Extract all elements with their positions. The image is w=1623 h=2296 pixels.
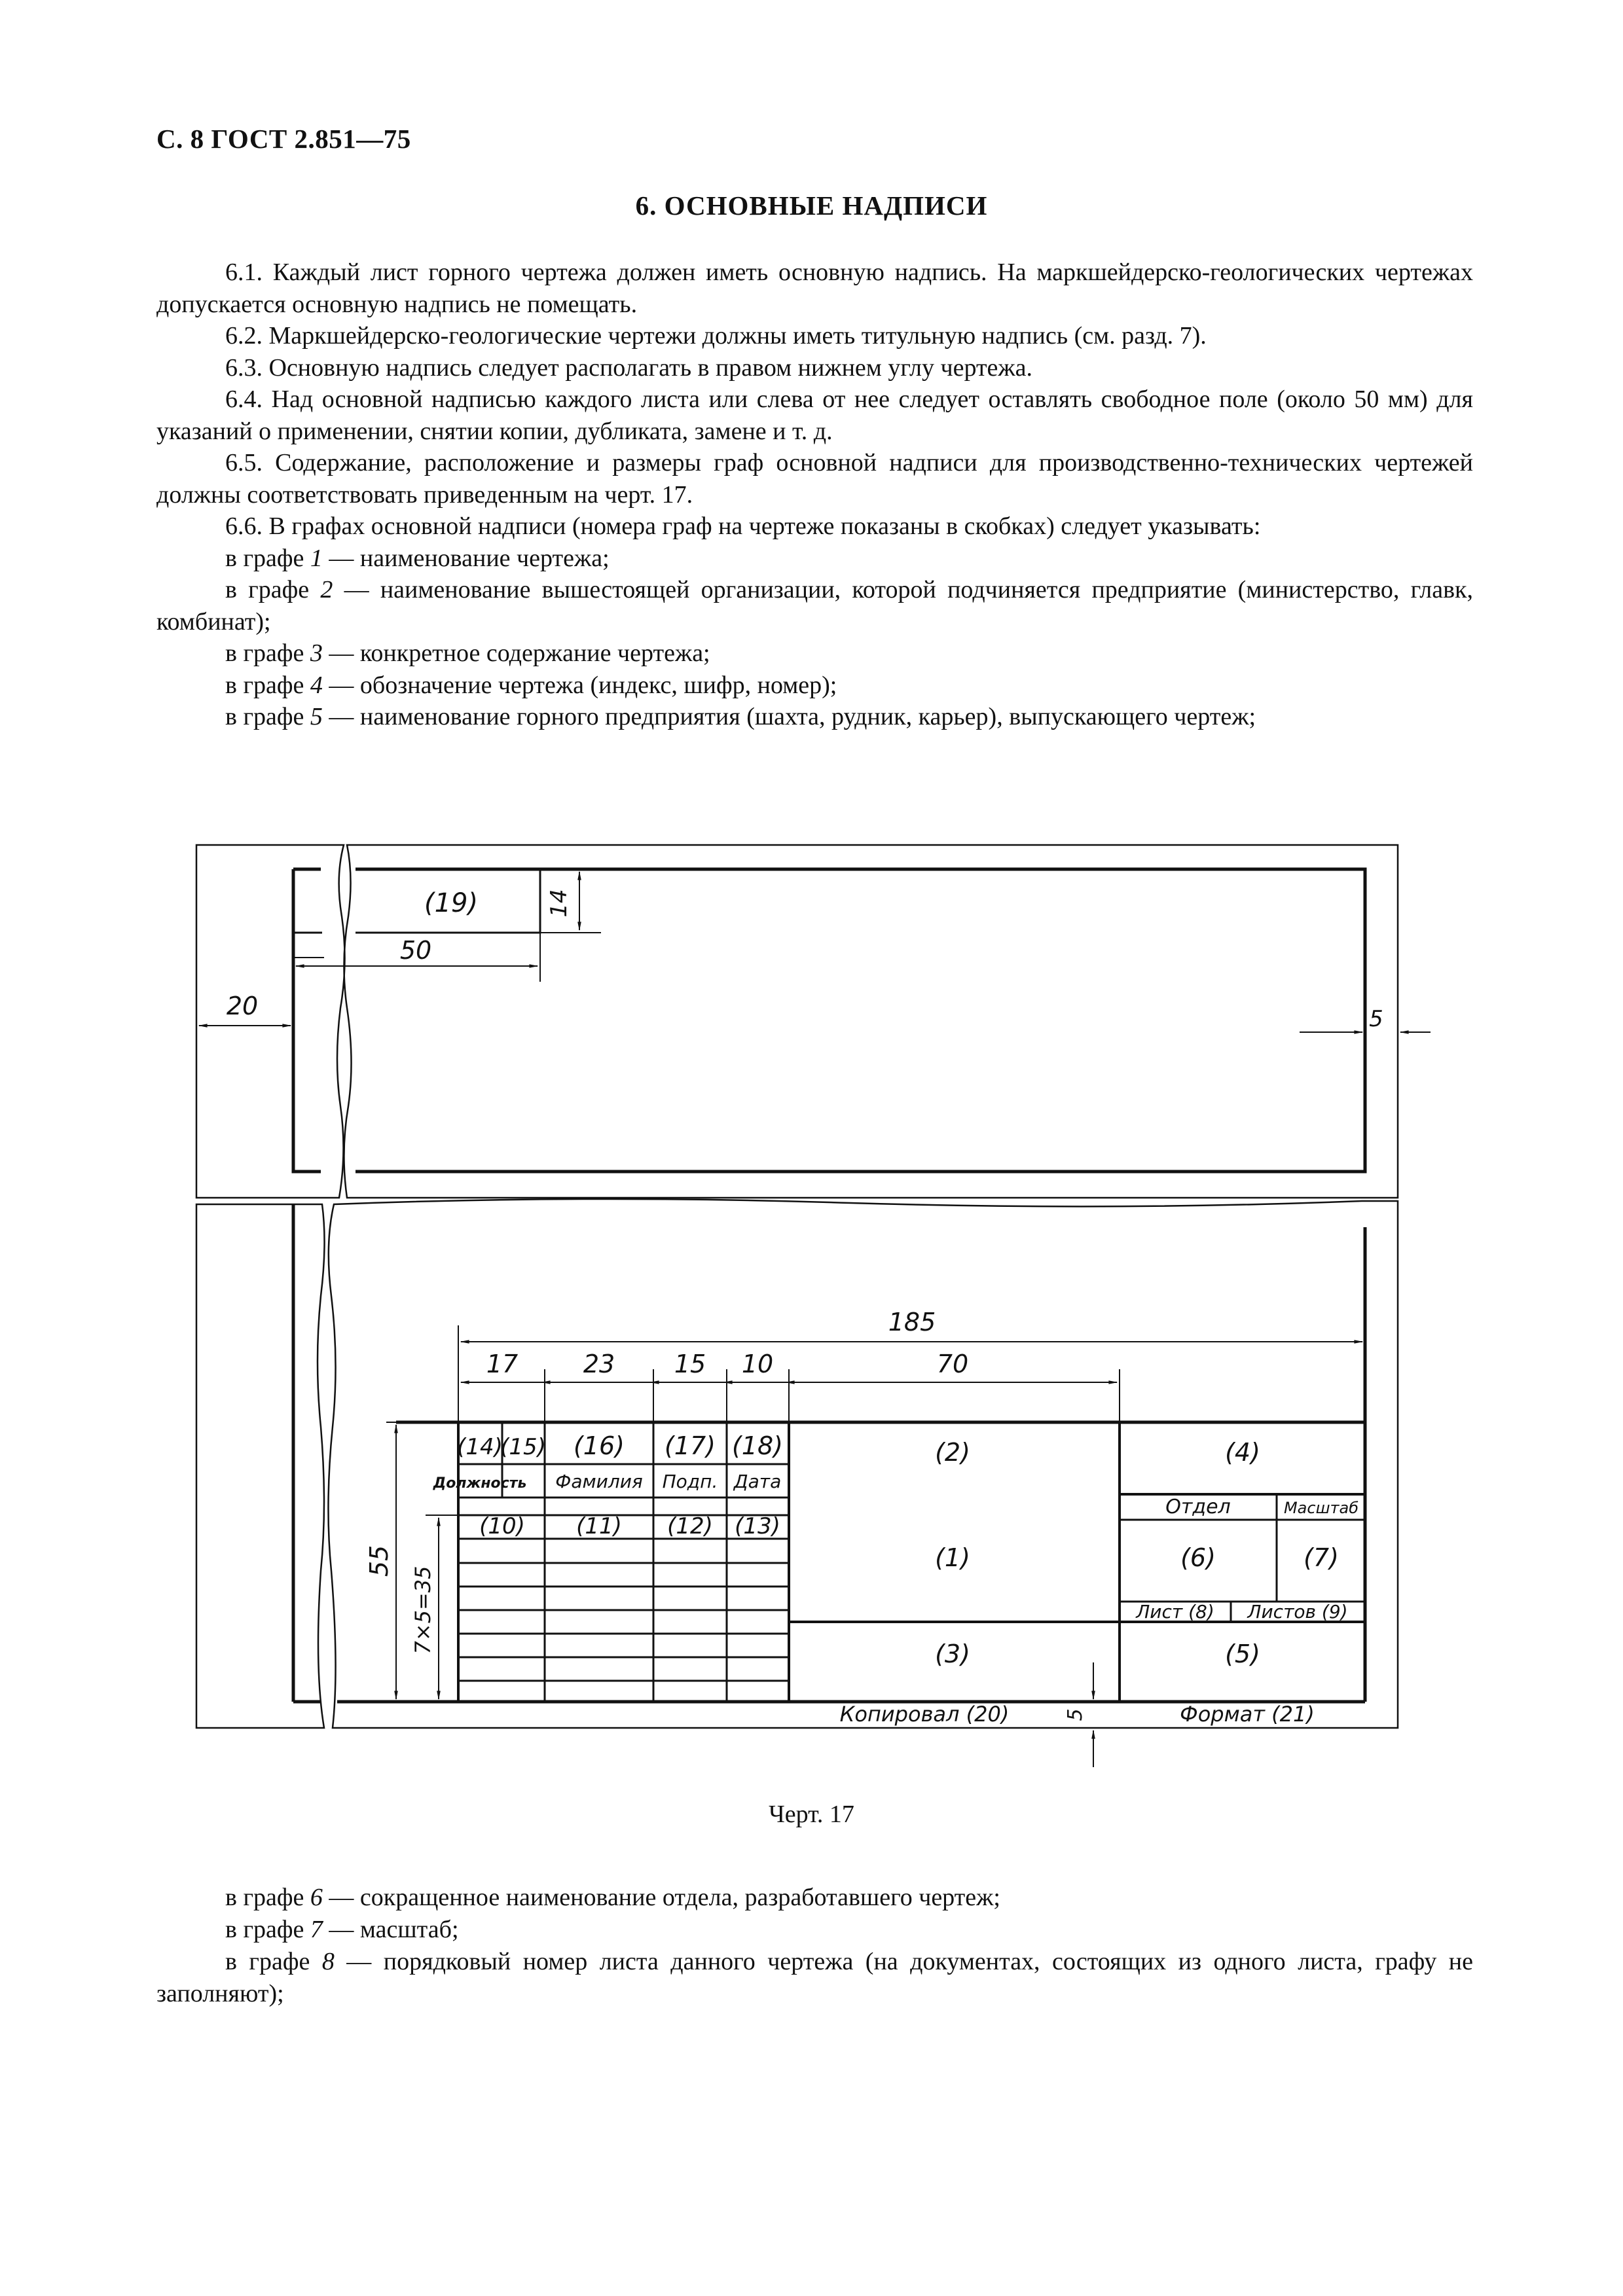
paragraph-6-6: 6.6. В графах основной надписи (номера граф на чертеже показаны в скобках) следует указывать:	[225, 512, 1261, 540]
graf-item-3: в графе 3 — конкретное содержание чертежа;	[225, 639, 710, 667]
cell-1: (1)	[935, 1543, 970, 1572]
bottom-sheet-fragment	[196, 1199, 1398, 1728]
dim-17: 17	[486, 1350, 519, 1378]
paragraph-6-1: 6.1. Каждый лист горного чертежа должен иметь основную надпись. На маркшейдерско-геологических чертежах допускается основную надпись не помещать.	[156, 259, 1473, 318]
cell-13: (13)	[735, 1513, 780, 1539]
label-podp: Подп.	[662, 1471, 718, 1492]
top-sheet-fragment	[196, 845, 1398, 1198]
label-list: Лист (8)	[1136, 1601, 1214, 1623]
paragraph-6-3: 6.3. Основную надпись следует располагать в правом нижнем углу чертежа.	[225, 353, 1033, 382]
cell-18: (18)	[731, 1431, 784, 1460]
label-format: Формат (21)	[1180, 1702, 1315, 1727]
label-listov: Листов (9)	[1247, 1601, 1348, 1623]
cell-6: (6)	[1180, 1543, 1216, 1572]
figure-caption: Черт. 17	[769, 1801, 854, 1828]
label-dolzhnost: Должность	[433, 1475, 527, 1492]
graf-item-1: в графе 1 — наименование чертежа;	[225, 544, 610, 572]
cell-4: (4)	[1225, 1438, 1260, 1467]
graf-item-7: в графе 7 — масштаб;	[225, 1916, 459, 1943]
graf-item-6: в графе 6 — сокращенное наименование отдела, разработавшего чертеж;	[225, 1884, 1000, 1911]
dim-70: 70	[936, 1350, 969, 1378]
cell-3: (3)	[935, 1640, 970, 1668]
label-masshtab: Масштаб	[1283, 1499, 1359, 1517]
label-otdel: Отдел	[1165, 1496, 1231, 1518]
dim-14: 14	[546, 889, 572, 918]
dim-5-right: 5	[1369, 1006, 1383, 1032]
cell-14: (14)	[457, 1434, 503, 1460]
dim-7x5: 7×5=35	[410, 1566, 435, 1655]
graf-item-8: в графе 8 — порядковый номер листа данного чертежа (на документах, состоящих из одного листа, графу не заполняют);	[156, 1948, 1473, 2007]
dim-23: 23	[583, 1350, 615, 1378]
dim-5-bottom: 5	[1064, 1708, 1087, 1721]
label-data: Дата	[733, 1471, 782, 1492]
cell-5: (5)	[1225, 1640, 1260, 1668]
body-text-continued	[156, 1882, 1473, 2010]
paragraph-6-4: 6.4. Над основной надписью каждого листа или слева от нее следует оставлять свободное поле (около 50 мм) для указаний о применении, снятии копии, дубликата, замене и т. д.	[156, 386, 1473, 445]
cell-labels	[433, 1431, 1359, 1727]
page-header: С. 8 ГОСТ 2.851—75	[156, 124, 411, 154]
cell-10: (10)	[479, 1513, 525, 1539]
dim-185: 185	[888, 1308, 936, 1336]
dim-15: 15	[674, 1350, 706, 1378]
dim-55: 55	[365, 1545, 393, 1577]
title-block-grid	[396, 1422, 1365, 1702]
cell-15: (15)	[500, 1434, 546, 1460]
bottom-frame	[293, 1204, 1365, 1702]
label-kopiroval: Копировал (20)	[839, 1702, 1010, 1727]
cell-17: (17)	[664, 1431, 716, 1460]
dim-20: 20	[226, 992, 259, 1020]
section-title: 6. ОСНОВНЫЕ НАДПИСИ	[635, 190, 988, 221]
graf-item-5: в графе 5 — наименование горного предприятия (шахта, рудник, карьер), выпускающего чертеж;	[225, 703, 1256, 730]
cell-11: (11)	[576, 1513, 622, 1539]
dim-50: 50	[399, 936, 432, 965]
paragraph-6-5: 6.5. Содержание, расположение и размеры граф основной надписи для производственно-технических чертежей должны соответствовать приведенным на черт. 17.	[156, 449, 1473, 509]
cell-7: (7)	[1304, 1543, 1339, 1572]
paragraph-6-2: 6.2. Маркшейдерско-геологические чертежи должны иметь титульную надпись (см. разд. 7).	[225, 322, 1207, 350]
cell-16: (16)	[573, 1431, 625, 1460]
cell-12: (12)	[667, 1513, 713, 1539]
graf-item-2: в графе 2 — наименование вышестоящей организации, которой подчиняется предприятие (министерство, главк, комбинат);	[156, 576, 1473, 636]
cell-2: (2)	[935, 1438, 970, 1467]
label-familiya: Фамилия	[555, 1471, 643, 1492]
dim-10: 10	[741, 1350, 774, 1378]
graf-item-4: в графе 4 — обозначение чертежа (индекс, шифр, номер);	[225, 671, 837, 699]
cell-19-label: (19)	[424, 888, 479, 918]
